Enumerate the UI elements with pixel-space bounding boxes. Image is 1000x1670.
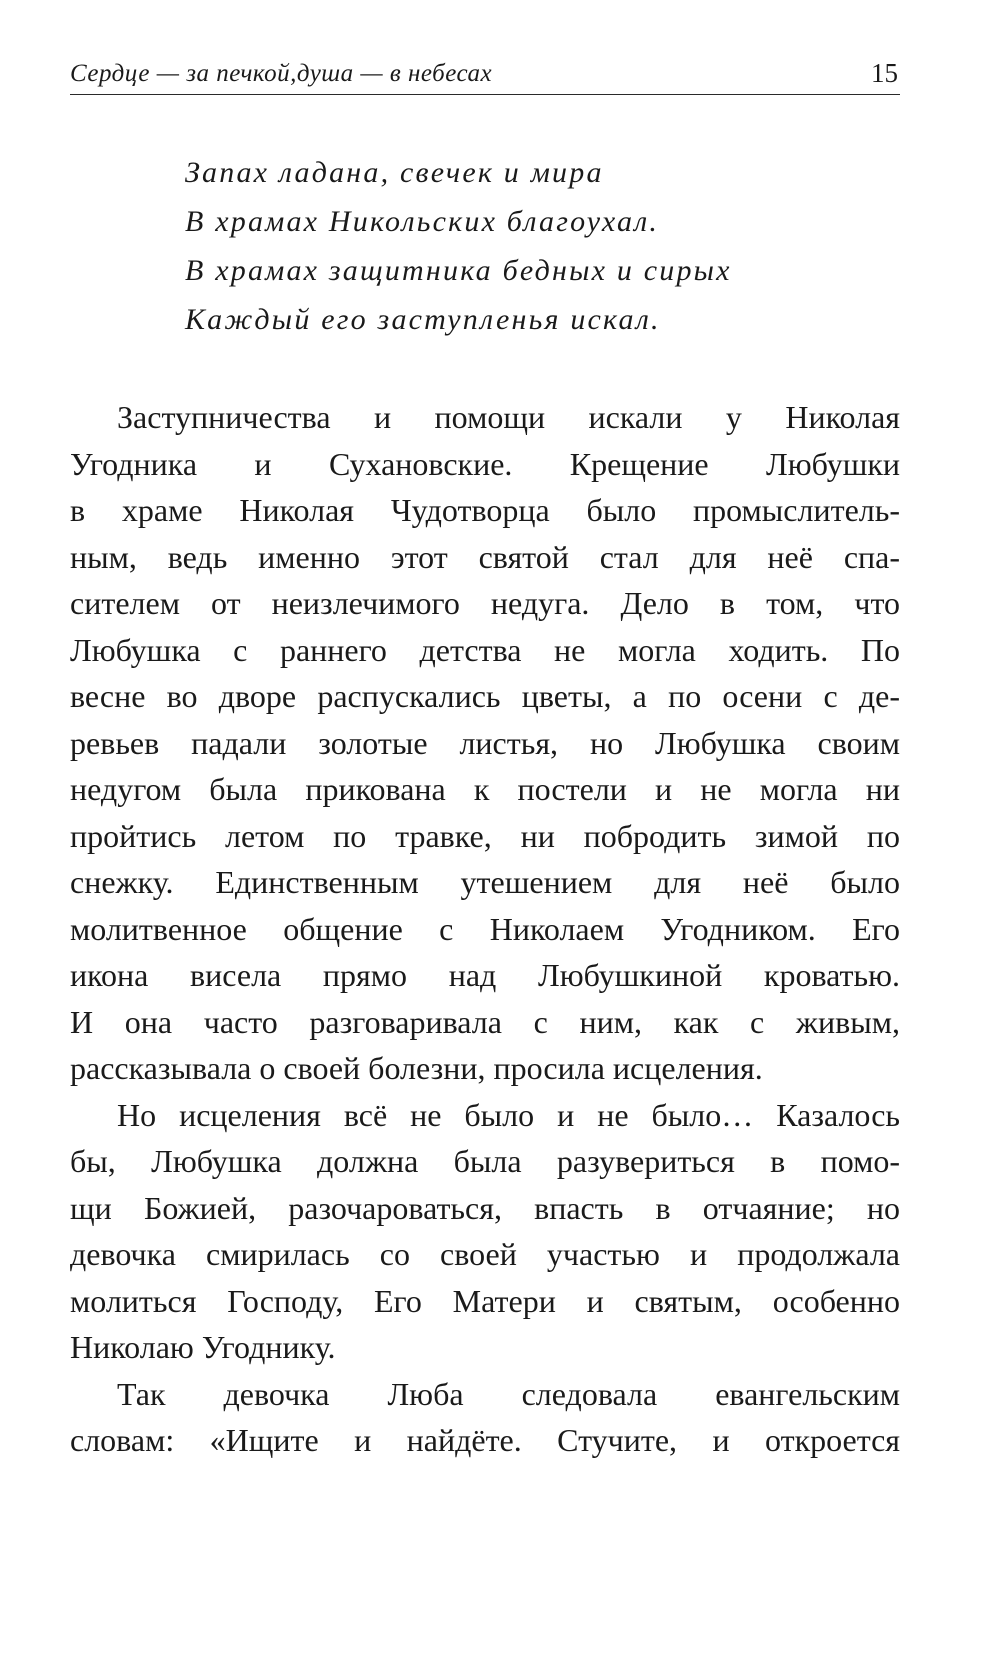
running-head: [70, 54, 900, 95]
text-line: Но исцеления всё не было и не было… Казалось: [117, 1096, 900, 1133]
text-line: щи Божией, разочароваться, впасть в отчаяние; но: [70, 1189, 900, 1226]
text-line: девочка смирилась со своей участью и продолжала: [70, 1236, 900, 1272]
text-line: молиться Господу, Его Матери и святым, особенно: [70, 1282, 900, 1319]
text-line: снежку. Единственным утешением для неё было: [70, 864, 900, 900]
text-line: Угодника и Сухановские. Крещение Любушки: [70, 445, 900, 482]
poem-line: В храмах Никольских благоухал.: [185, 205, 660, 238]
text-line: недугом была прикована к постели и не могла ни: [70, 771, 900, 807]
body-text: [70, 394, 900, 1464]
text-line: ным, ведь именно этот святой стал для неё спа-: [70, 538, 900, 575]
text-line: молитвенное общение с Николаем Угодником. Его: [70, 910, 900, 947]
text-line: словам: «Ищите и найдёте. Стучите, и откроется: [70, 1422, 900, 1458]
text-line: ревьев падали золотые листья, но Любушка своим: [70, 724, 900, 761]
text-line: икона висела прямо над Любушкиной кроватью.: [70, 957, 900, 993]
poem-stanza: [185, 148, 905, 344]
running-title: Сердце — за печкой,душа — в небесах: [70, 60, 493, 87]
text-line: Заступничества и помощи искали у Николая: [117, 399, 900, 435]
text-line: пройтись летом по травке, ни побродить зимой по: [70, 817, 900, 854]
paragraph: [70, 394, 900, 1092]
text-line: в храме Николая Чудотворца было промыслитель-: [70, 492, 900, 528]
text-line: бы, Любушка должна была разувериться в помо-: [70, 1143, 900, 1179]
text-line: сителем от неизлечимого недуга. Дело в том, что: [70, 585, 900, 621]
poem-line: Каждый его заступленья искал.: [185, 303, 661, 336]
text-line: рассказывала о своей болезни, просила исцеления.: [70, 1050, 763, 1086]
text-line: весне во дворе распускались цветы, а по осени с де-: [70, 678, 900, 714]
page-number: 15: [871, 58, 898, 88]
paragraph: [70, 1092, 900, 1371]
text-line: И она часто разговаривала с ним, как с живым,: [70, 1003, 900, 1040]
poem-line: Запах ладана, свечек и мира: [185, 156, 604, 189]
text-line: Так девочка Люба следовала евангельским: [117, 1375, 900, 1412]
poem-line: В храмах защитника бедных и сирых: [185, 254, 732, 287]
text-line: Николаю Угоднику.: [70, 1329, 336, 1365]
paragraph: [70, 1371, 900, 1464]
text-line: Любушка с раннего детства не могла ходить. По: [70, 631, 900, 668]
